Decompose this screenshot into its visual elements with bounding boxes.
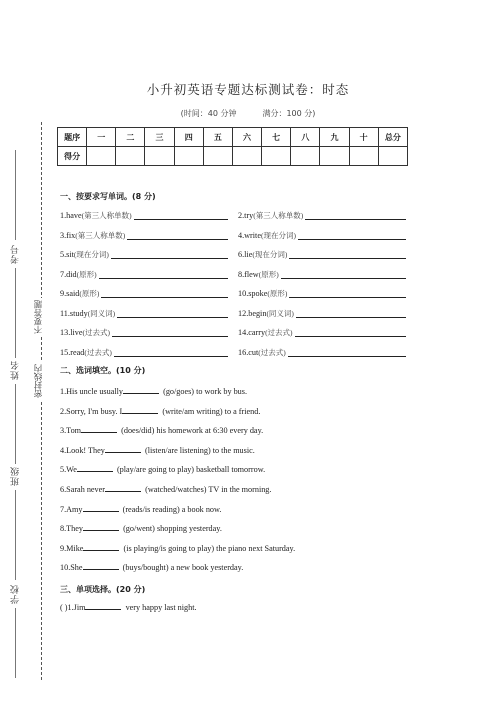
score-input-cell[interactable]	[174, 147, 203, 166]
word-hint: (同义词)	[87, 308, 116, 318]
sentence-end: (go/went) shopping yesterday.	[123, 524, 222, 534]
score-table-header-row	[58, 128, 408, 147]
sentence-start: 9.Mike	[60, 543, 84, 553]
word-item	[60, 230, 125, 241]
answer-blank[interactable]	[83, 561, 119, 570]
score-cell: 十	[349, 128, 378, 147]
word-text: 10.spoke	[238, 289, 268, 298]
sentence-end: (buys/bought) a new book yesterday.	[122, 563, 244, 573]
score-cell: 三	[145, 128, 174, 147]
label-class: 班级	[11, 466, 21, 486]
section-heading: 三、单项选择。(20 分)	[60, 585, 146, 594]
word-text: 1.have	[60, 211, 82, 220]
sentence-end: (write/am writing) to a friend.	[162, 406, 261, 416]
word-hint: (现在分词)	[260, 230, 296, 240]
word-text: 13.live	[60, 328, 83, 337]
question-start: ( )1.Jim	[60, 603, 86, 612]
word-item	[60, 308, 115, 319]
fill-sentence	[60, 444, 255, 455]
section-heading: 二、选词填空。(10 分)	[60, 366, 146, 375]
sentence-end: (reads/is reading) a book now.	[122, 504, 222, 514]
word-hint: (原形)	[79, 289, 100, 298]
word-text: 14.carry	[238, 328, 266, 337]
sentence-start: 5.We	[60, 465, 77, 475]
word-text: 4.write	[238, 230, 261, 240]
word-item	[238, 327, 293, 338]
score-cell: 五	[203, 128, 232, 147]
word-hint: (过去式)	[265, 328, 293, 337]
sentence-end: (go/goes) to work by bus.	[163, 387, 248, 396]
label-exam-number: 考号	[11, 244, 21, 264]
score-input-cell[interactable]	[378, 147, 407, 166]
score-table-score-row	[58, 147, 408, 166]
word-text: 12.begin	[238, 308, 267, 318]
answer-blank[interactable]	[83, 503, 119, 512]
word-hint: (原形)	[258, 269, 279, 279]
word-text: 15.read	[60, 347, 85, 357]
score-cell: 二	[116, 128, 145, 147]
answer-blank[interactable]	[85, 601, 121, 610]
score-input-cell[interactable]	[87, 147, 116, 166]
sentence-start: 4.Look! They	[60, 445, 105, 455]
word-item	[238, 230, 296, 241]
answer-blank[interactable]	[117, 308, 228, 318]
answer-blank[interactable]	[81, 424, 117, 433]
answer-blank[interactable]	[123, 385, 159, 394]
score-input-cell[interactable]	[116, 147, 145, 166]
word-hint: (过去式)	[82, 328, 111, 337]
sentence-end: (play/are going to play) basketball tomorrow.	[116, 465, 266, 475]
answer-blank[interactable]	[134, 210, 228, 220]
score-cell: 六	[232, 128, 261, 147]
score-input-cell[interactable]	[145, 147, 174, 166]
score-cell: 七	[262, 128, 291, 147]
word-hint: (同义词)	[266, 308, 294, 318]
score-input-cell[interactable]	[262, 147, 291, 166]
fill-sentence	[60, 542, 295, 553]
answer-blank[interactable]	[83, 542, 119, 551]
word-item	[238, 288, 287, 299]
binding-margin	[0, 0, 44, 702]
answer-blank[interactable]	[112, 327, 228, 337]
word-item	[238, 249, 287, 260]
seal-dashed-line	[41, 122, 42, 680]
answer-blank[interactable]	[305, 210, 406, 220]
score-input-cell[interactable]	[291, 147, 320, 166]
sentence-start: 1.His uncle usually	[60, 387, 123, 396]
word-hint: (过去式)	[258, 347, 286, 357]
fill-sentence	[60, 522, 222, 533]
word-item	[60, 269, 97, 280]
sentence-end: (listen/are listening) to the music.	[144, 445, 255, 455]
word-item	[238, 269, 279, 280]
word-text: 8.flew	[238, 269, 259, 279]
fill-sentence	[60, 561, 243, 572]
sentence-start: 10.She	[60, 563, 83, 573]
answer-blank[interactable]	[289, 288, 406, 298]
score-input-cell[interactable]	[203, 147, 232, 166]
word-item	[60, 288, 99, 299]
answer-blank[interactable]	[127, 230, 228, 240]
word-text: 3.fix	[60, 230, 76, 240]
answer-blank[interactable]	[289, 249, 406, 259]
score-cell: 总分	[378, 128, 407, 147]
fill-sentence	[60, 503, 221, 514]
score-input-cell[interactable]	[320, 147, 349, 166]
choice-question	[60, 601, 197, 612]
word-item	[60, 327, 110, 338]
word-hint: (现在分词)	[252, 250, 288, 259]
fill-sentence	[60, 424, 263, 435]
fill-sentence	[60, 385, 247, 396]
time-limit: (时间：40 分钟	[180, 109, 237, 118]
word-text: 2.try	[238, 211, 254, 220]
answer-blank[interactable]	[288, 347, 406, 357]
margin-line	[15, 490, 16, 580]
answer-blank[interactable]	[83, 522, 119, 531]
word-hint: (原形)	[267, 289, 288, 298]
word-text: 5.sit	[60, 250, 74, 259]
score-cell: 八	[291, 128, 320, 147]
section-heading: 一、按要求写单词。(8 分)	[60, 192, 156, 201]
page-title: 小升初英语专题达标测试卷：时态	[146, 82, 350, 97]
page-subtitle	[0, 108, 496, 119]
label-school: 学校	[11, 584, 21, 604]
word-hint: (第三人称单数)	[81, 211, 132, 220]
answer-blank[interactable]	[298, 230, 406, 240]
answer-blank[interactable]	[295, 327, 406, 337]
answer-blank[interactable]	[77, 463, 113, 472]
answer-blank[interactable]	[105, 444, 141, 453]
sentence-end: (does/did) his homework at 6:30 every day.	[121, 426, 264, 436]
word-text: 7.did	[60, 269, 77, 279]
answer-blank[interactable]	[105, 483, 141, 492]
word-text: 6.lie	[238, 250, 253, 259]
word-text: 16.cut	[238, 347, 259, 357]
fill-sentence	[60, 405, 260, 416]
label-name: 姓名	[11, 360, 21, 380]
margin-line	[15, 268, 16, 358]
sentence-start: 3.Tom	[60, 426, 82, 436]
sentence-start: 6.Sarah never	[60, 485, 106, 494]
sentence-end: (watched/watches) TV in the morning.	[145, 485, 272, 494]
score-cell: 题序	[58, 128, 87, 147]
fill-sentence	[60, 483, 271, 494]
score-cell: 九	[320, 128, 349, 147]
word-hint: (原形)	[76, 269, 97, 279]
fill-sentence	[60, 463, 265, 474]
sentence-end: (is playing/is going to play) the piano next Saturday.	[123, 543, 296, 553]
word-item	[238, 347, 286, 358]
answer-blank[interactable]	[99, 269, 228, 279]
sentence-start: 8.They	[60, 524, 83, 534]
answer-blank[interactable]	[101, 288, 228, 298]
sentence-start: 2.Sorry, I'm busy. I	[60, 406, 123, 416]
seal-note-inside-line: 密封线内	[34, 364, 44, 398]
word-hint: (过去式)	[84, 347, 112, 357]
score-input-cell[interactable]	[232, 147, 261, 166]
score-cell: 一	[87, 128, 116, 147]
answer-blank[interactable]	[122, 405, 158, 414]
word-text: 9.said	[60, 289, 80, 298]
word-item	[60, 210, 132, 221]
score-table	[57, 127, 408, 166]
word-hint: (第三人称单数)	[253, 211, 304, 220]
full-score: 满分：100 分)	[262, 109, 316, 118]
word-item	[60, 347, 112, 358]
score-input-cell[interactable]	[349, 147, 378, 166]
answer-blank[interactable]	[296, 308, 406, 318]
word-item	[238, 210, 303, 221]
margin-line	[15, 384, 16, 464]
word-text: 11.study	[60, 308, 88, 318]
word-item	[238, 308, 294, 319]
question-end: very happy last night.	[125, 603, 197, 612]
seal-note-no-answer: 不要答题	[34, 300, 44, 334]
answer-blank[interactable]	[281, 269, 406, 279]
answer-blank[interactable]	[114, 347, 228, 357]
score-cell: 得分	[58, 147, 87, 166]
margin-line	[15, 608, 16, 678]
word-hint: (现在分词)	[73, 250, 109, 259]
score-cell: 四	[174, 128, 203, 147]
margin-line	[15, 150, 16, 240]
word-item	[60, 249, 109, 260]
word-hint: (第三人称单数)	[75, 230, 126, 240]
answer-blank[interactable]	[111, 249, 228, 259]
sentence-start: 7.Amy	[60, 504, 83, 514]
